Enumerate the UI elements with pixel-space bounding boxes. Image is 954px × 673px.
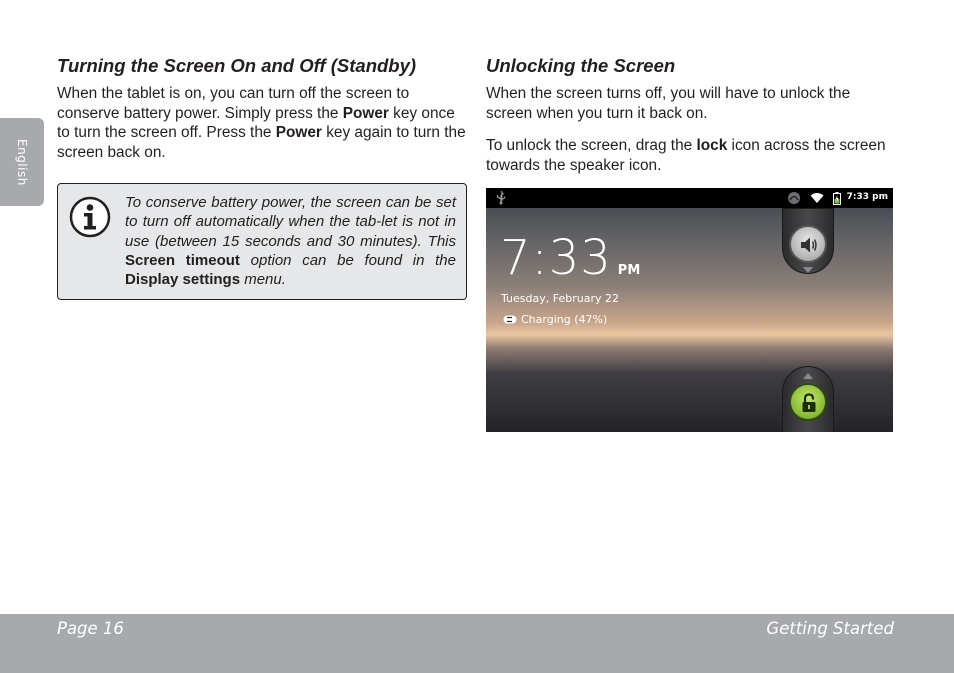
status-bar: [486, 188, 893, 208]
sound-slider-track: [782, 208, 834, 274]
slider-up-arrow-icon: [803, 373, 813, 379]
standby-paragraph: When the tablet is on, you can turn off the screen to conserve battery power. Simply press the Power key once to turn the screen off. Press the Power key again to turn the screen back on.: [57, 85, 466, 161]
status-time: 7:33 pm: [846, 192, 888, 202]
standby-section: [57, 54, 467, 300]
lock-slider-track: [782, 366, 834, 432]
lock-icon: [798, 392, 820, 414]
charging-text: Charging (47%): [521, 313, 608, 326]
lock-screen-screenshot: [486, 188, 893, 432]
plug-icon: [503, 315, 517, 324]
standby-heading: Turning the Screen On and Off (Standby): [57, 55, 417, 76]
lock-date: Tuesday, February 22: [501, 292, 619, 305]
speaker-icon: [798, 234, 820, 256]
usb-icon: [495, 191, 507, 205]
unlock-heading: Unlocking the Screen: [486, 55, 676, 76]
sound-toggle-button[interactable]: [789, 225, 827, 263]
section-name: Getting Started: [766, 619, 894, 638]
language-tab: [0, 118, 44, 206]
clock-time: 7:33: [500, 230, 612, 286]
unlock-paragraph-1: When the screen turns off, you will have to unlock the screen when you turn it back on.: [486, 85, 851, 122]
info-note-box: [57, 183, 467, 300]
signal-ring-icon: [787, 191, 801, 205]
info-icon: [69, 196, 111, 238]
slider-down-arrow-icon: [803, 267, 813, 273]
lock-handle[interactable]: [789, 383, 827, 421]
info-note-text: To conserve battery power, the screen can be set to turn off automatically when the tab-let is not in use (between 15 seconds and 30 minutes). This Screen timeout option can be found in the Display settings menu.: [125, 194, 456, 289]
battery-charging-icon: [833, 192, 841, 205]
unlock-paragraph-2: To unlock the screen, drag the lock icon across the screen towards the speaker icon.: [486, 137, 886, 174]
page-footer: [0, 614, 954, 673]
language-tab-label: English: [15, 138, 29, 186]
clock-ampm: PM: [617, 263, 641, 278]
wifi-icon: [810, 192, 824, 204]
page-number: Page 16: [57, 619, 124, 638]
lock-clock: [500, 230, 641, 286]
charging-status: [503, 313, 607, 326]
unlock-section: [486, 54, 896, 175]
